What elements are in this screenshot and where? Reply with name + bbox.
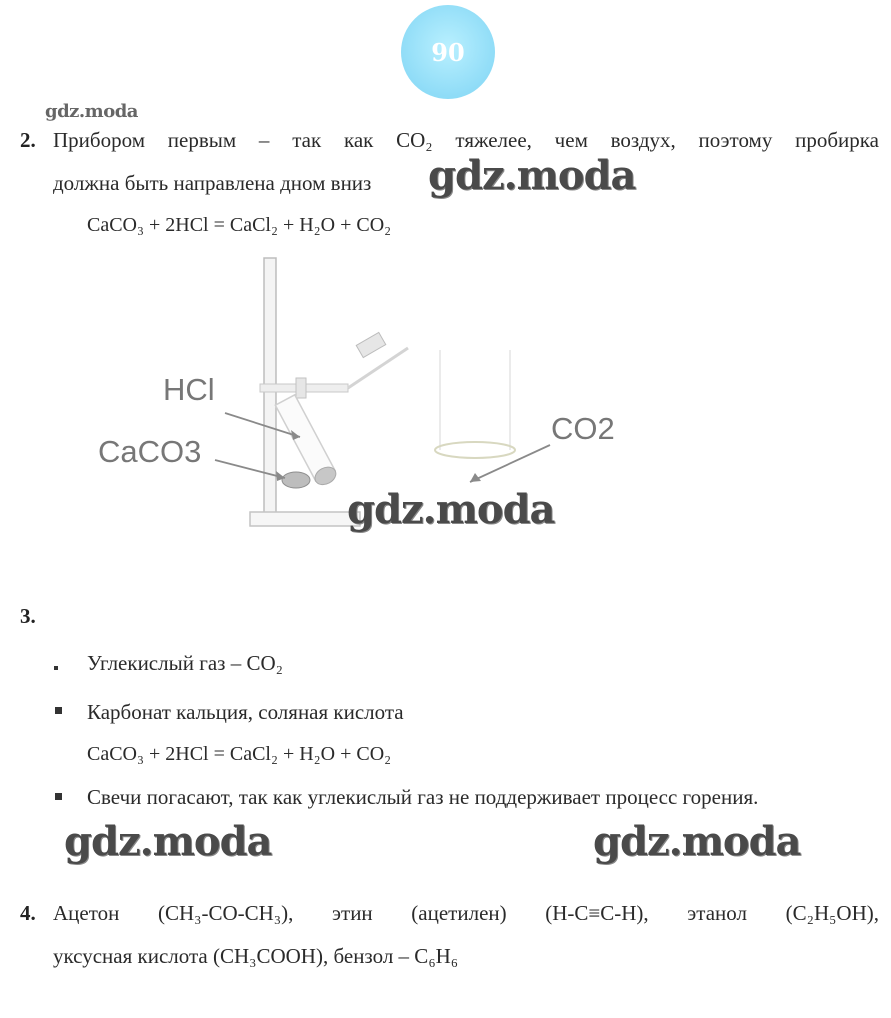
task-3-number: 3. — [20, 604, 36, 628]
task-4-number: 4. — [20, 901, 36, 925]
watermark-small: gdz.moda — [45, 101, 138, 122]
task-2-number: 2. — [20, 128, 36, 152]
bullet-3 — [55, 793, 62, 800]
clamp-screw — [296, 378, 306, 398]
watermark-4: gdz.moda — [593, 818, 801, 865]
task-3-item-2: Карбонат кальция, соляная кислота — [87, 700, 404, 724]
stopper — [356, 332, 386, 357]
outlet-tube — [348, 348, 408, 388]
page-number: 90 — [431, 37, 465, 67]
label-caco3: CaCO3 — [98, 434, 202, 469]
bullet-1 — [54, 666, 58, 670]
task-4-line-2: уксусная кислота (CH₃COOH), бензол – C₆H₆ — [53, 944, 459, 968]
arrow-co2 — [470, 445, 550, 482]
task-3-equation: CaCO₃ + 2HCl = CaCl₂ + H₂O + CO₂ — [87, 743, 392, 765]
receiving-vessel — [435, 442, 515, 458]
label-hcl: HCl — [163, 372, 215, 407]
watermark-3: gdz.moda — [64, 818, 272, 865]
watermark-2: gdz.moda — [347, 486, 555, 533]
task-2-equation: CaCO₃ + 2HCl = CaCl₂ + H₂O + CO₂ — [87, 214, 392, 236]
task-2-line-2: должна быть направлена дном вниз — [53, 171, 372, 195]
task-2-line-1: Прибором первым – так как CO₂ тяжелее, чем воздух, поэтому пробирка — [53, 128, 879, 152]
bullet-2 — [55, 707, 62, 714]
task-4-line-1: Ацетон (CH₃-CO-CH₃), этин (ацетилен) (H-C≡C-H), этанол (C₂H₅OH), — [53, 901, 879, 925]
task-3-item-3: Свечи погасают, так как углекислый газ не поддерживает процесс горения. — [87, 785, 759, 809]
caco3-sediment — [282, 472, 310, 488]
task-3-item-1: Углекислый газ – CO₂ — [87, 651, 283, 675]
page-number-badge — [401, 5, 495, 99]
label-co2: CO2 — [551, 411, 615, 446]
test-tube — [275, 395, 339, 488]
stand-base — [250, 512, 360, 526]
watermark-1: gdz.moda — [428, 152, 636, 199]
